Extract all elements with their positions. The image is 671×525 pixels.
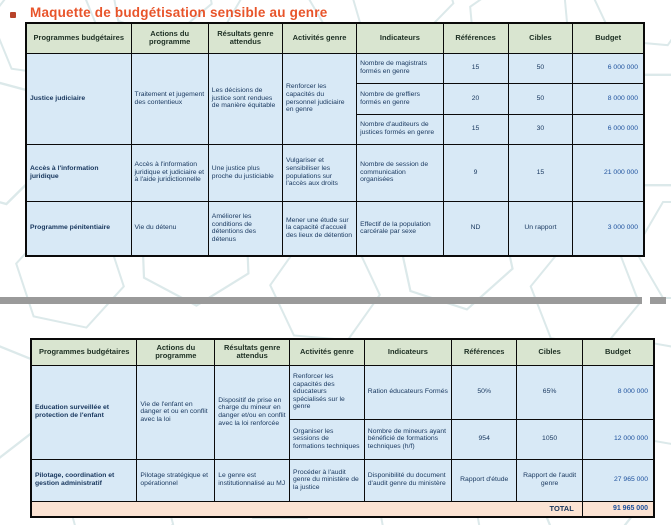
page-divider-bar — [0, 297, 642, 304]
cell-indicateur: Nombre d'auditeurs de justices formés en genre — [357, 114, 444, 144]
cell-budget: 8 000 000 — [582, 365, 654, 419]
col-header-activites: Activités genre — [282, 23, 356, 53]
cell-indicateur: Nombre de greffiers formés en genre — [357, 83, 444, 114]
cell-reference: 15 — [443, 53, 508, 83]
col-header-indicateurs: Indicateurs — [364, 339, 451, 365]
total-row — [31, 501, 654, 517]
cell-indicateur: Effectif de la population carcérale par sexe — [357, 201, 444, 256]
cell-programme: Accès à l'information juridique — [26, 144, 131, 201]
cell-budget: 6 000 000 — [573, 53, 644, 83]
table-row — [26, 53, 644, 83]
budget-table-justice — [25, 22, 645, 257]
cell-resultats: Dispositif de prise en charge du mineur en danger et/ou en conflit avec la loi renforcée — [215, 365, 290, 459]
cell-budget: 3 000 000 — [573, 201, 644, 256]
col-header-programmes: Programmes budgétaires — [31, 339, 137, 365]
cell-cible: 50 — [508, 53, 573, 83]
col-header-resultats: Résultats genre attendus — [215, 339, 290, 365]
cell-activites: Vulgariser et sensibiliser les populations sur l'accès aux droits — [282, 144, 356, 201]
list-bullet-icon — [10, 12, 16, 18]
page-divider-dash — [650, 297, 666, 304]
cell-budget: 6 000 000 — [573, 114, 644, 144]
cell-cible: 15 — [508, 144, 573, 201]
cell-cible: 30 — [508, 114, 573, 144]
cell-activites: Renforcer les capacités du personnel judiciaire en genre — [282, 53, 356, 144]
cell-resultats: Le genre est institutionnalisé au MJ — [215, 459, 290, 501]
table-row — [26, 201, 644, 256]
cell-programme: Education surveillée et protection de l'enfant — [31, 365, 137, 459]
table-row — [26, 144, 644, 201]
cell-cible: Rapport de l'audit genre — [517, 459, 582, 501]
cell-activites: Renforcer les capacités des éducateurs spécialisés sur le genre — [290, 365, 365, 419]
table-header-row — [31, 339, 654, 365]
cell-actions: Pilotage stratégique et opérationnel — [137, 459, 215, 501]
cell-indicateur: Disponibilité du document d'audit genre du ministère — [364, 459, 451, 501]
col-header-activites: Activités genre — [290, 339, 365, 365]
col-header-cibles: Cibles — [517, 339, 582, 365]
cell-reference: 50% — [452, 365, 517, 419]
cell-actions: Vie de l'enfant en danger et ou en conflit avec la loi — [137, 365, 215, 459]
table-row — [31, 365, 654, 419]
col-header-resultats: Résultats genre attendus — [208, 23, 282, 53]
cell-cible: 1050 — [517, 419, 582, 459]
cell-cible: 65% — [517, 365, 582, 419]
cell-resultats: Améliorer les conditions de détentions des détenus — [208, 201, 282, 256]
cell-reference: 954 — [452, 419, 517, 459]
cell-indicateur: Ration éducateurs Formés — [364, 365, 451, 419]
col-header-actions: Actions du programme — [131, 23, 208, 53]
cell-budget: 27 965 000 — [582, 459, 654, 501]
cell-cible: 50 — [508, 83, 573, 114]
cell-programme: Programme pénitentiaire — [26, 201, 131, 256]
col-header-references: Références — [452, 339, 517, 365]
cell-programme: Justice judiciaire — [26, 53, 131, 144]
col-header-programmes: Programmes budgétaires — [26, 23, 131, 53]
cell-reference: ND — [443, 201, 508, 256]
cell-cible: Un rapport — [508, 201, 573, 256]
col-header-references: Références — [443, 23, 508, 53]
table-header-row — [26, 23, 644, 53]
budget-table-education-pilotage — [30, 338, 655, 518]
cell-budget: 8 000 000 — [573, 83, 644, 114]
cell-indicateur: Nombre de magistrats formés en genre — [357, 53, 444, 83]
cell-activites: Procéder à l'audit genre du ministère de la justice — [290, 459, 365, 501]
cell-activites: Organiser les sessions de formations techniques — [290, 419, 365, 459]
cell-reference: Rapport d'étude — [452, 459, 517, 501]
total-budget: 91 965 000 — [582, 501, 654, 517]
cell-reference: 9 — [443, 144, 508, 201]
cell-resultats: Une justice plus proche du justiciable — [208, 144, 282, 201]
cell-actions: Accès à l'information juridique et judiciaire et à l'aide juridictionnelle — [131, 144, 208, 201]
total-label: TOTAL — [31, 501, 582, 517]
cell-activites: Mener une étude sur la capacité d'accueil des lieux de détention — [282, 201, 356, 256]
col-header-actions: Actions du programme — [137, 339, 215, 365]
col-header-indicateurs: Indicateurs — [357, 23, 444, 53]
page-title: Maquette de budgétisation sensible au genre — [30, 5, 328, 20]
col-header-cibles: Cibles — [508, 23, 573, 53]
cell-reference: 20 — [443, 83, 508, 114]
cell-actions: Vie du détenu — [131, 201, 208, 256]
cell-actions: Traitement et jugement des contentieux — [131, 53, 208, 144]
table-row — [31, 459, 654, 501]
cell-budget: 21 000 000 — [573, 144, 644, 201]
cell-indicateur: Nombre de session de communication organisées — [357, 144, 444, 201]
cell-resultats: Les décisions de justice sont rendues de manière équitable — [208, 53, 282, 144]
cell-budget: 12 000 000 — [582, 419, 654, 459]
cell-indicateur: Nombre de mineurs ayant bénéficié de formations techniques (h/f) — [364, 419, 451, 459]
cell-reference: 15 — [443, 114, 508, 144]
cell-programme: Pilotage, coordination et gestion administratif — [31, 459, 137, 501]
col-header-budget: Budget — [582, 339, 654, 365]
col-header-budget: Budget — [573, 23, 644, 53]
